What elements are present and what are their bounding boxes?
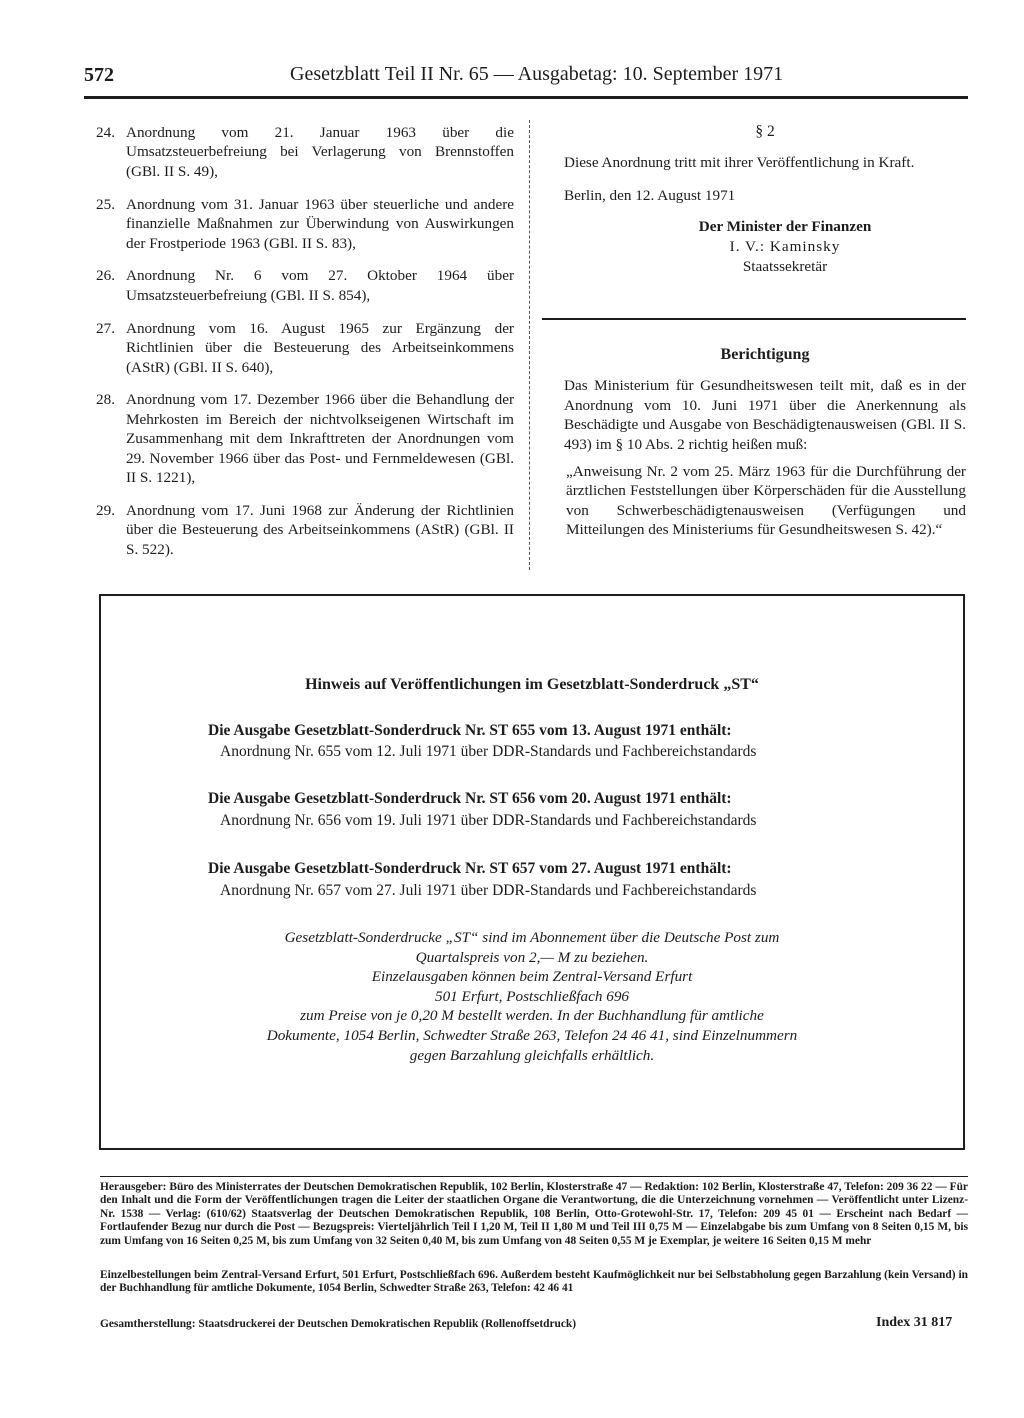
ordering-line: Einzelausgaben können beim Zentral-Versand Erfurt <box>371 968 693 986</box>
list-item-number: 26. <box>96 267 115 285</box>
notice-title: Hinweis auf Veröffentlichungen im Gesetzblatt-Sonderdruck „ST“ <box>305 676 759 693</box>
production-note: Gesamtherstellung: Staatsdruckerei der Deutschen Demokratischen Republik (Rollenoffsetdruck) <box>100 1318 577 1330</box>
list-item <box>96 319 514 377</box>
ordering-line: zum Preise von je 0,20 M bestellt werden. In der Buchhandlung für amtliche <box>300 1007 764 1025</box>
list-item-number: 27. <box>96 319 115 337</box>
section-text: Diese Anordnung tritt mit ihrer Veröffentlichung in Kraft. <box>564 154 915 172</box>
ordering-line: gegen Barzahlung gleichfalls erhältlich. <box>409 1046 655 1064</box>
ordering-line: Gesetzblatt-Sonderdrucke „ST“ sind im Abonnement über die Deutsche Post zum <box>284 929 780 946</box>
list-item-text: Anordnung Nr. 6 vom 27. Oktober 1964 über Umsatzsteuerbefreiung (GBl. II S. 854), <box>126 267 514 304</box>
issue-content: Anordnung Nr. 655 vom 12. Juli 1971 über DDR-Standards und Fachbereichstandards <box>220 743 757 760</box>
list-item <box>96 123 514 181</box>
issue-heading: Die Ausgabe Gesetzblatt-Sonderdruck Nr. ST 656 vom 20. August 1971 enthält: <box>208 790 732 807</box>
list-item-text: Anordnung vom 31. Januar 1963 über steuerliche und andere finanzielle Maßnahmen zur Überwindung von Auswirkungen der Frostperiode 1963 (GBl. II S. 83), <box>126 195 514 252</box>
list-item-number: 24. <box>96 124 115 141</box>
footer-rule <box>100 1176 968 1177</box>
running-head: Gesetzblatt Teil II Nr. 65 — Ausgabetag: 10. September 1971 <box>290 63 784 85</box>
list-item <box>96 501 514 559</box>
list-item-text: Anordnung vom 17. Juni 1968 zur Änderung der Richtlinien über die Besteuerung des Arbeitseinkommens (AStR) (GBl. II S. 522). <box>126 502 514 558</box>
correction-intro: Das Ministerium für Gesundheitswesen teilt mit, daß es in der Anordnung vom 10. Juni 1971 über die Anerkennung als Beschädigte und Ausgabe von Beschädigtenausweisen (GBl. II S. 493) im § 10 Abs. 2 richtig heißen muß: <box>564 377 966 453</box>
correction-notice <box>564 345 966 540</box>
list-item <box>96 195 514 253</box>
list-item-text: Anordnung vom 17. Dezember 1966 über die Behandlung der Mehrkosten im Bereich der nichtvolkseigenen Wirtschaft im Zusammenhang mit dem Inkrafttreten der Anordnungen vom 29. November 1966 über das Post- und Fernmeldewesen (GBl. II S. 1221), <box>126 391 514 487</box>
order-info: Einzelbestellungen beim Zentral-Versand Erfurt, 501 Erfurt, Postschließfach 696. Außerdem besteht Kaufmöglichkeit nur bei Selbstabholung gegen Barzahlung (kein Versand) in der Buchhandlung für amtliche Dokumente, 1054 Berlin, Schwedter Straße 263, Telefon: 42 46 41 <box>100 1269 968 1295</box>
section-rule <box>542 318 966 320</box>
enumerated-list <box>96 123 514 573</box>
index-label: Index 31 817 <box>876 1315 953 1330</box>
ordering-line: Dokumente, 1054 Berlin, Schwedter Straße 263, Telefon 24 46 41, sind Einzelnummern <box>266 1026 798 1044</box>
list-item <box>96 390 514 487</box>
list-item-text: Anordnung vom 21. Januar 1963 über die Umsatzsteuerbefreiung bei Verlagerung von Brennstoffen (GBl. II S. 49), <box>126 124 514 180</box>
list-item-number: 28. <box>96 391 115 409</box>
signatory-role: Staatssekretär <box>742 258 828 276</box>
issue-content: Anordnung Nr. 656 vom 19. Juli 1971 über DDR-Standards und Fachbereichstandards <box>220 812 757 829</box>
issue-heading: Die Ausgabe Gesetzblatt-Sonderdruck Nr. ST 657 vom 27. August 1971 enthält: <box>208 860 732 877</box>
ordering-info <box>160 928 904 1065</box>
list-item-number: 25. <box>96 195 115 213</box>
ordering-line: Quartalspreis von 2,— M zu beziehen. <box>415 948 649 966</box>
list-item <box>96 266 514 305</box>
right-column <box>564 122 966 277</box>
signature-block <box>604 217 966 277</box>
issue-content: Anordnung Nr. 657 vom 27. Juli 1971 über DDR-Standards und Fachbereichstandards <box>220 882 757 899</box>
section-heading: § 2 <box>755 123 775 140</box>
imprint: Herausgeber: Büro des Ministerrates der Deutschen Demokratischen Republik, 102 Berlin, Klosterstraße 47 — Redaktion: 102 Berlin, Klosterstraße 47, Telefon: 209 36 22 — Für den Inhalt und die Form der Veröffentlichungen tragen die Leiter der staatlichen Organe die Verantwortung, die die Unterzeichnung vornehmen — Veröffentlicht unter Lizenz-Nr. 1538 — Verlag: (610/62) Staatsverlag der Deutschen Demokratischen Republik, 108 Berlin, Otto-Grotewohl-Str. 17, Telefon: 209 45 01 — Erscheint nach Bedarf — Fortlaufender Bezug nur durch die Post — Bezugspreis: Vierteljährlich Teil I 1,20 M, Teil II 1,80 M und Teil III 0,75 M — Einzelabgabe bis zum Umfang von 8 Seiten 0,15 M, bis zum Umfang von 16 Seiten 0,25 M, bis zum Umfang von 32 Seiten 0,40 M, bis zum Umfang von 48 Seiten 0,55 M je Exemplar, je weitere 16 Seiten 0,15 M mehr <box>100 1181 968 1247</box>
header-rule <box>84 96 968 99</box>
signatory-title: Der Minister der Finanzen <box>698 218 872 236</box>
correction-quote: „Anweisung Nr. 2 vom 25. März 1963 für die Durchführung der ärztlichen Feststellungen über Körperschäden für die Ausstellung von Schwerbeschädigtenausweisen (Verfügungen und Mitteilungen des Ministeriums für Gesundheitswesen S. 42).“ <box>566 463 966 539</box>
page-number: 572 <box>84 64 114 86</box>
correction-heading: Berichtigung <box>720 346 810 363</box>
list-item-number: 29. <box>96 502 115 519</box>
list-item-text: Anordnung vom 16. August 1965 zur Ergänzung der Richtlinien über die Besteuerung des Arbeitseinkommens (AStR) (GBl. II S. 640), <box>126 319 514 376</box>
issue-heading: Die Ausgabe Gesetzblatt-Sonderdruck Nr. ST 655 vom 13. August 1971 enthält: <box>208 722 732 739</box>
ordering-line: 501 Erfurt, Postschließfach 696 <box>434 987 630 1005</box>
signatory-name: I. V.: Kaminsky <box>729 238 841 256</box>
place-date: Berlin, den 12. August 1971 <box>564 186 736 204</box>
column-divider <box>529 120 530 570</box>
